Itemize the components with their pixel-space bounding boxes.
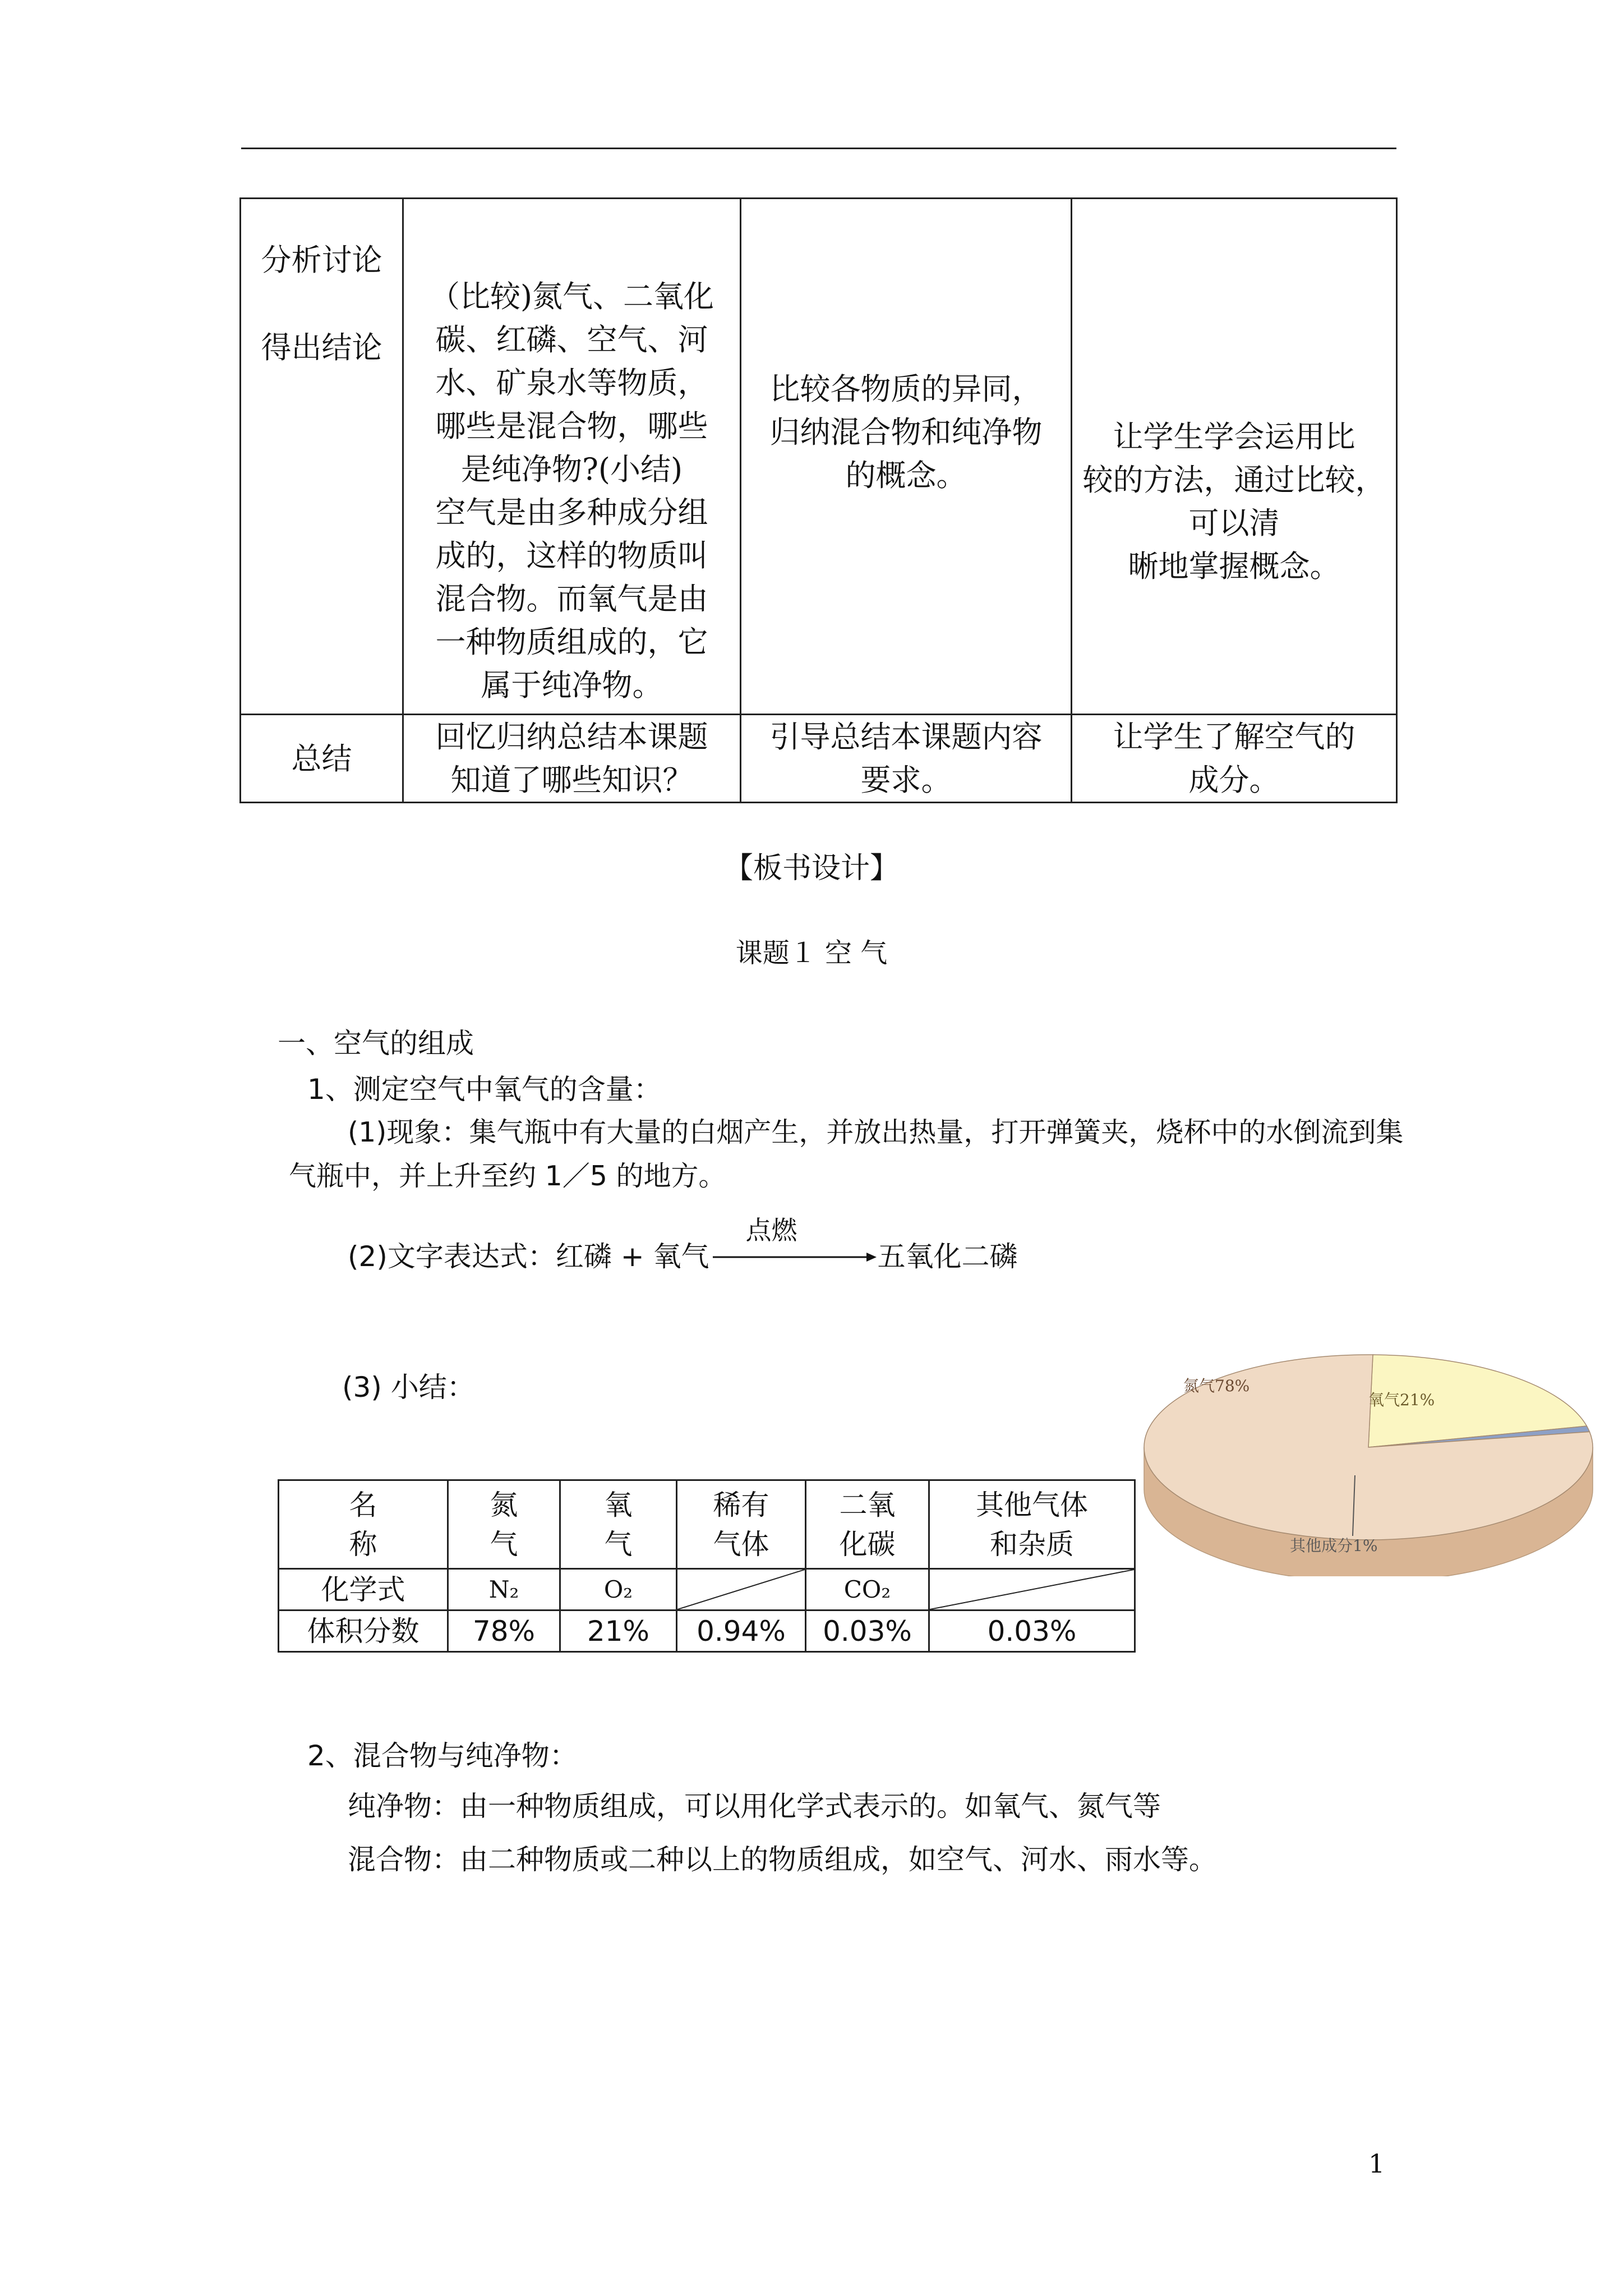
purpose-line: 较的方法，通过比较， bbox=[1082, 462, 1386, 498]
table-cell: O₂ bbox=[560, 1569, 677, 1611]
arrow-icon bbox=[709, 1246, 878, 1268]
pie-label-other: 其他成分1% bbox=[1290, 1536, 1378, 1555]
phenomenon-line: (1)现象：集气瓶中有大量的白烟产生，并放出热量，打开弹簧夹，烧杯中的水倒流到集 bbox=[348, 1116, 1404, 1148]
activity-cell bbox=[241, 199, 403, 715]
air-composition-pie-chart bbox=[1133, 1329, 1598, 1576]
table-cell: N₂ bbox=[448, 1569, 560, 1611]
lesson-row-discussion bbox=[241, 199, 1397, 715]
student-line: 成的，这样的物质叫 bbox=[435, 538, 708, 573]
purpose-line: 成分。 bbox=[1188, 762, 1280, 798]
lesson-row-summary bbox=[241, 715, 1397, 803]
lesson-title: 课题１ 空 气 bbox=[735, 937, 888, 969]
purpose-cell bbox=[1072, 199, 1397, 715]
teacher-line: 归纳混合物和纯净物 bbox=[769, 415, 1043, 450]
empty-diagonal-cell bbox=[929, 1569, 1135, 1611]
volume-row bbox=[279, 1611, 1135, 1652]
activity-line: 得出结论 bbox=[261, 330, 382, 365]
table-cell: 0.03% bbox=[929, 1611, 1135, 1652]
equation-product: 五氧化二磷 bbox=[877, 1240, 1018, 1273]
header-cell-name: 名 称 bbox=[279, 1480, 448, 1569]
table-cell: 78% bbox=[448, 1611, 560, 1652]
teacher-line: 比较各物质的异同， bbox=[769, 371, 1043, 407]
equation-reactants: (2)文字表达式：红磷 + 氧气 bbox=[348, 1240, 709, 1273]
student-cell bbox=[403, 199, 741, 715]
activity-line: 分析讨论 bbox=[261, 242, 382, 278]
teacher-line: 引导总结本课题内容 bbox=[769, 719, 1043, 754]
item-heading: 2、混合物与纯净物： bbox=[307, 1740, 578, 1772]
student-line: 属于纯净物。 bbox=[481, 668, 663, 703]
pie-label-nitrogen: 氮气78% bbox=[1183, 1377, 1250, 1395]
section-heading: 一、空气的组成 bbox=[278, 1027, 474, 1060]
student-line: 一种物质组成的，它 bbox=[435, 624, 708, 660]
summary-label: (3) 小结： bbox=[342, 1371, 475, 1404]
phenomenon-line: 气瓶中，并上升至约 1／5 的地方。 bbox=[289, 1160, 726, 1192]
table-cell: 21% bbox=[560, 1611, 677, 1652]
activity-cell bbox=[241, 715, 403, 803]
purpose-line: 晰地掌握概念。 bbox=[1128, 549, 1340, 584]
pure-substance-definition: 纯净物：由一种物质组成，可以用化学式表示的。如氧气、氮气等 bbox=[348, 1790, 1161, 1823]
student-cell bbox=[403, 715, 741, 803]
student-line: 哪些是混合物，哪些 bbox=[435, 408, 708, 444]
purpose-cell bbox=[1072, 715, 1397, 803]
header-row bbox=[279, 1480, 1135, 1569]
reaction-arrow bbox=[709, 1214, 878, 1273]
mixture-definition: 混合物：由二种物质或二种以上的物质组成，如空气、河水、雨水等。 bbox=[348, 1843, 1217, 1876]
pie-label-oxygen: 氧气21% bbox=[1368, 1391, 1435, 1409]
empty-diagonal-cell bbox=[677, 1569, 806, 1611]
word-equation bbox=[348, 1214, 1018, 1274]
table-cell: 体积分数 bbox=[279, 1611, 448, 1652]
student-line: 知道了哪些知识？ bbox=[450, 762, 693, 798]
activity-line: 总结 bbox=[291, 740, 352, 776]
header-rule bbox=[241, 148, 1396, 149]
student-line: （比较)氮气、二氧化 bbox=[429, 279, 714, 314]
student-line: 空气是由多种成分组 bbox=[435, 495, 708, 530]
reaction-condition: 点燃 bbox=[745, 1214, 797, 1245]
teacher-cell bbox=[741, 199, 1072, 715]
table-cell: 0.94% bbox=[677, 1611, 806, 1652]
table-cell: 0.03% bbox=[806, 1611, 929, 1652]
student-line: 混合物。而氧气是由 bbox=[435, 581, 708, 616]
purpose-line: 让学生了解空气的 bbox=[1113, 719, 1355, 754]
header-cell-oxygen: 氧 气 bbox=[560, 1480, 677, 1569]
header-cell-nitrogen: 氮 气 bbox=[448, 1480, 560, 1569]
teacher-line: 要求。 bbox=[860, 762, 952, 798]
student-line: 碳、红磷、空气、河 bbox=[435, 322, 708, 357]
lesson-table bbox=[239, 197, 1398, 803]
header-cell-noble-gas: 稀有 气体 bbox=[677, 1480, 806, 1569]
page-number: 1 bbox=[1368, 2148, 1385, 2179]
teacher-cell bbox=[741, 715, 1072, 803]
purpose-line: 让学生学会运用比 bbox=[1113, 419, 1355, 454]
header-cell-other: 其他气体 和杂质 bbox=[929, 1480, 1135, 1569]
student-line: 水、矿泉水等物质， bbox=[435, 365, 708, 401]
purpose-line: 可以清 bbox=[1188, 505, 1280, 541]
student-line: 是纯净物?(小结) bbox=[460, 452, 683, 487]
item-heading: 1、测定空气中氧气的含量： bbox=[307, 1073, 662, 1106]
student-line: 回忆归纳总结本课题 bbox=[435, 719, 708, 754]
teacher-line: 的概念。 bbox=[845, 458, 967, 493]
table-cell: CO₂ bbox=[806, 1569, 929, 1611]
board-design-title: 【板书设计】 bbox=[723, 852, 899, 885]
air-composition-table bbox=[278, 1479, 1136, 1653]
header-cell-co2: 二氧 化碳 bbox=[806, 1480, 929, 1569]
table-cell: 化学式 bbox=[279, 1569, 448, 1611]
formula-row bbox=[279, 1569, 1135, 1611]
